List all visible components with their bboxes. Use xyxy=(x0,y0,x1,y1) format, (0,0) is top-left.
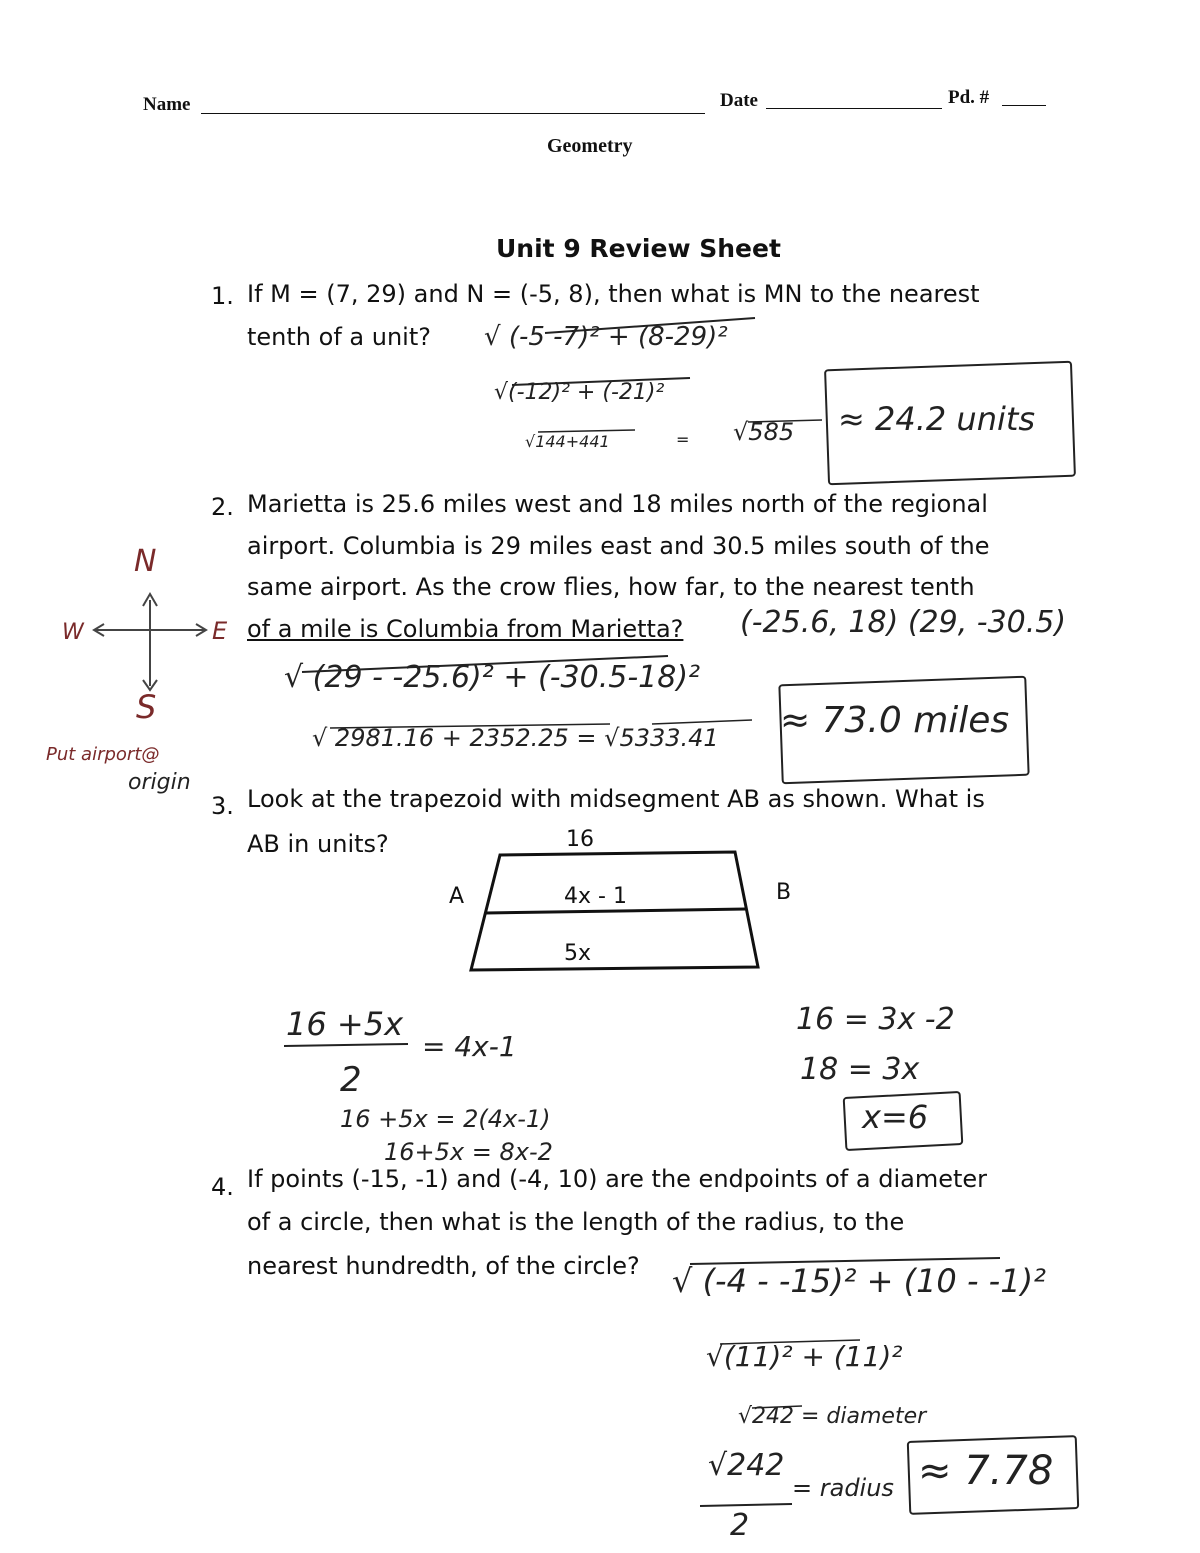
q1-number: 1. xyxy=(211,282,234,310)
q1-work-line3: √144+441 xyxy=(525,432,610,451)
q3-work-line2: 16 +5x = 2(4x-1) xyxy=(340,1105,551,1133)
q2-answer: ≈ 73.0 miles xyxy=(780,700,1010,741)
q2-number: 2. xyxy=(211,493,234,521)
q3-work-rhs: = 4x-1 xyxy=(422,1030,517,1063)
q2-radical-bar-1 xyxy=(302,656,668,672)
q3-work-denominator: 2 xyxy=(340,1060,362,1100)
q3-text-line2: AB in units? xyxy=(247,830,389,858)
q3-fraction-bar xyxy=(284,1044,408,1046)
point-a-label: A xyxy=(449,884,465,909)
q4-radical-bar-3 xyxy=(752,1406,802,1408)
q2-work-line2: √ 2981.16 + 2352.25 = √5333.41 xyxy=(312,724,719,752)
margin-note-line2: origin xyxy=(128,770,191,795)
midsegment-ab xyxy=(486,909,746,913)
compass-south: S xyxy=(136,688,157,726)
q1-work-equals: = xyxy=(676,430,690,449)
q2-text-line1: Marietta is 25.6 miles west and 18 miles north of the regional xyxy=(247,490,988,518)
q2-text-line4: of a mile is Columbia from Marietta? xyxy=(247,615,684,643)
q4-answer: ≈ 7.78 xyxy=(918,1448,1054,1494)
q4-fraction-bar xyxy=(700,1504,792,1506)
q3-work-numerator: 16 +5x xyxy=(286,1005,403,1043)
period-label: Pd. # xyxy=(948,87,990,108)
q2-radical-bar-3 xyxy=(652,720,752,724)
q4-text-line3: nearest hundredth, of the circle? xyxy=(247,1252,640,1280)
q1-radical-bar-1 xyxy=(545,318,755,333)
q4-work-radius: = radius xyxy=(792,1474,894,1502)
q1-text-line1: If M = (7, 29) and N = (-5, 8), then what is MN to the nearest xyxy=(247,280,980,308)
q2-work-points: (-25.6, 18) (29, -30.5) xyxy=(740,605,1067,640)
q4-text-line2: of a circle, then what is the length of the radius, to the xyxy=(247,1208,905,1236)
q4-radical-bar-1 xyxy=(690,1258,1000,1264)
trapezoid-bottom-label: 5x xyxy=(564,941,592,966)
q4-work-line3: √242 = diameter xyxy=(738,1404,927,1429)
q2-radical-bar-2 xyxy=(330,724,610,728)
q3-text-line1: Look at the trapezoid with midsegment AB as shown. What is xyxy=(247,785,985,813)
point-b-label: B xyxy=(776,880,792,905)
q3-work-line5: 18 = 3x xyxy=(800,1052,920,1087)
sheet-title: Unit 9 Review Sheet xyxy=(496,234,781,263)
q4-radical-bar-2 xyxy=(720,1340,860,1344)
q4-work-line1: √ (-4 - -15)² + (10 - -1)² xyxy=(672,1262,1046,1300)
margin-note-line1: Put airport@ xyxy=(46,744,160,765)
q4-number: 4. xyxy=(211,1173,234,1201)
q3-number: 3. xyxy=(211,792,234,820)
q1-answer: ≈ 24.2 units xyxy=(838,400,1036,438)
q2-text-line3: same airport. As the crow flies, how far, to the nearest tenth xyxy=(247,573,975,601)
q3-work-line4: 16 = 3x -2 xyxy=(796,1002,955,1037)
q1-work-line1: √ (-5 -7)² + (8-29)² xyxy=(484,322,728,352)
q1-work-sqrt585: √585 xyxy=(733,418,795,446)
compass-icon xyxy=(94,594,206,690)
q2-work-line1: √ (29 - -25.6)² + (-30.5-18)² xyxy=(284,660,701,695)
q2-text-line2: airport. Columbia is 29 miles east and 30.5 miles south of the xyxy=(247,532,990,560)
q1-radical-bar-4 xyxy=(748,420,822,422)
q3-answer: x=6 xyxy=(862,1098,929,1136)
date-label: Date xyxy=(720,90,758,111)
name-label: Name xyxy=(143,94,191,115)
q4-work-numerator: √242 xyxy=(708,1448,785,1483)
q4-text-line1: If points (-15, -1) and (-4, 10) are the endpoints of a diameter xyxy=(247,1165,988,1193)
q1-text-line2: tenth of a unit? xyxy=(247,323,431,351)
compass-west: W xyxy=(62,620,84,645)
trapezoid-top-label: 16 xyxy=(566,827,594,852)
q4-work-denominator: 2 xyxy=(730,1508,750,1543)
compass-north: N xyxy=(134,544,157,579)
q1-work-line2: √(-12)² + (-21)² xyxy=(494,380,665,405)
compass-east: E xyxy=(212,617,228,645)
q3-work-line3: 16+5x = 8x-2 xyxy=(384,1138,553,1166)
trapezoid-figure xyxy=(471,852,758,970)
q4-work-line2: √(11)² + (11)² xyxy=(706,1340,903,1373)
q1-radical-bar-2 xyxy=(512,378,690,385)
q1-radical-bar-3 xyxy=(538,430,635,432)
course-name: Geometry xyxy=(547,135,633,157)
trapezoid-mid-label: 4x - 1 xyxy=(564,884,627,909)
